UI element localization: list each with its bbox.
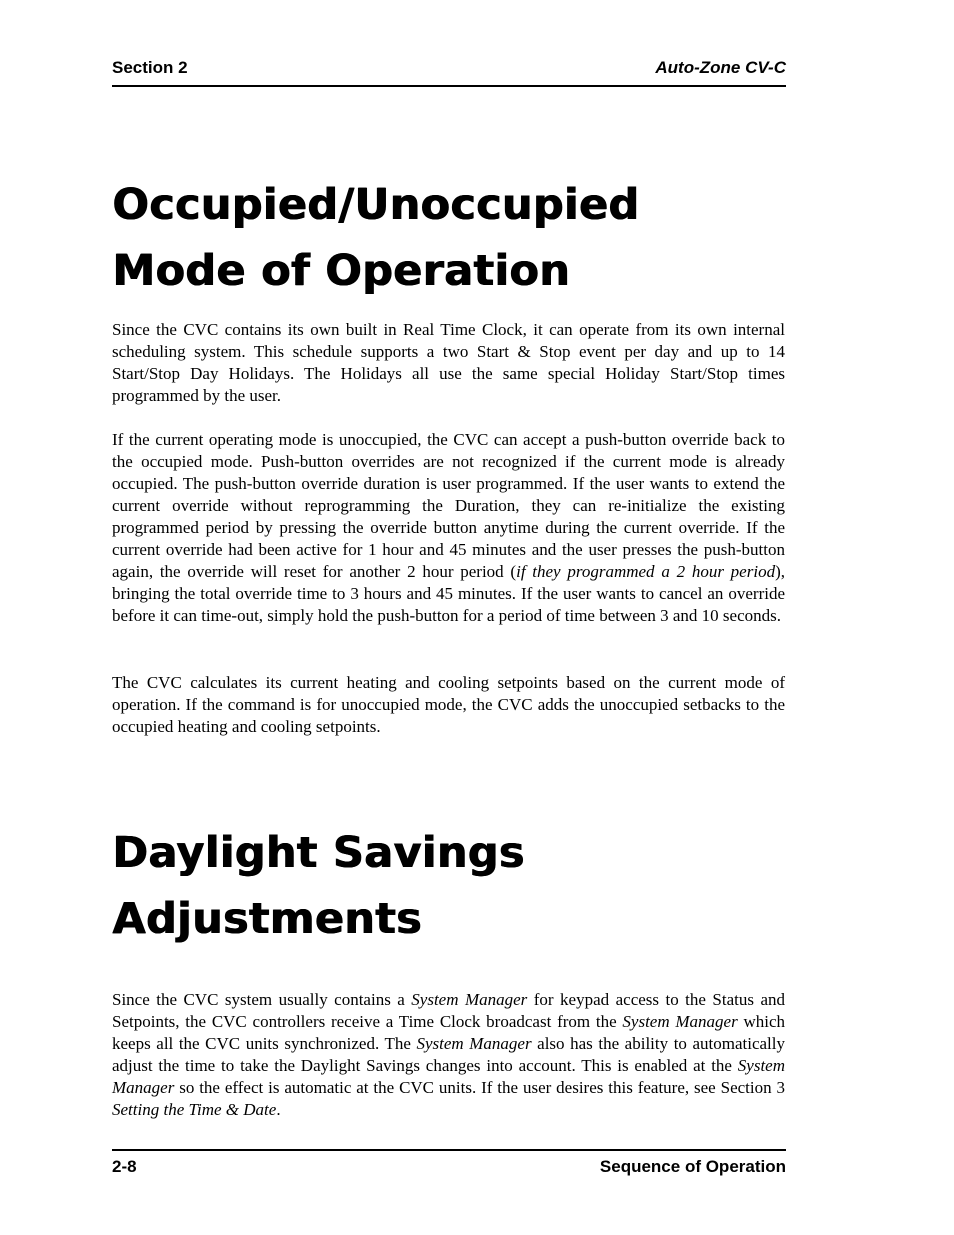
- text-run: Since the CVC system usually contains a: [112, 990, 412, 1009]
- heading-daylight-savings: [112, 820, 812, 952]
- italic-run: System Manager: [112, 1056, 785, 1097]
- page-number: 2-8: [112, 1157, 137, 1176]
- override-text-italic: if they programmed a 2 hour period: [516, 562, 776, 581]
- paragraph-rtc: Since the CVC contains its own built in Real Time Clock, it can operate from its own internal scheduling system. This schedule supports a two Start & Stop event per day and up to 14 Start/Stop Day Holidays. The Holidays all use the same special Holiday Start/Stop times programmed by the user.: [112, 320, 785, 405]
- paragraph-override: [112, 429, 785, 627]
- override-text-b: ), bringing the total override time to 3 hours and 45 minutes. If the user wants to cancel an override before it can time-out, simply hold the push-button for a period of time between 3 and 10 seconds.: [112, 562, 785, 625]
- italic-run: System Manager: [622, 1012, 738, 1031]
- text-run: for keypad access to the Status and Setpoints, the CVC controllers receive a Time Clock broadcast from the: [112, 990, 785, 1031]
- chapter-title: Sequence of Operation: [599, 1157, 786, 1176]
- section-label: Section 2: [112, 58, 188, 77]
- page-footer: [112, 1149, 786, 1181]
- text-run: also has the ability to automatically adjust the time to take the Daylight Savings changes into account. This is enabled at the: [112, 1034, 786, 1075]
- text-run: which keeps all the CVC units synchronized. The: [112, 1012, 786, 1053]
- paragraph-setpoints: The CVC calculates its current heating and cooling setpoints based on the current mode of operation. If the command is for unoccupied mode, the CVC adds the unoccupied setbacks to the occupied heating and cooling setpoints.: [112, 673, 785, 736]
- heading-line-1: Occupied/Unoccupied: [112, 180, 640, 230]
- italic-run: Setting the Time & Date: [112, 1100, 277, 1119]
- paragraph-daylight: [112, 989, 785, 1121]
- text-run: so the effect is automatic at the CVC units. If the user desires this feature, see Section 3: [174, 1078, 785, 1097]
- override-text-a: If the current operating mode is unoccupied, the CVC can accept a push-button override back to the occupied mode. Push-button overrides are not recognized if the current mode is already occupied. The push-button override duration is user programmed. If the user wants to extend the current override without reprogramming the Duration, they can re-initialize the existing programmed period by pressing the override button anytime during the current override. If the current override had been active for 1 hour and 45 minutes and the user presses the push-button again, the override will reset for another 2 hour period (: [112, 430, 785, 581]
- heading-line-1: Daylight Savings: [112, 828, 525, 878]
- italic-run: System Manager: [416, 1034, 532, 1053]
- product-name: Auto-Zone CV-C: [655, 58, 786, 77]
- italic-run: System Manager: [411, 990, 528, 1009]
- heading-line-2: Mode of Operation: [112, 246, 570, 296]
- heading-line-2: Adjustments: [112, 894, 422, 944]
- heading-occupied-mode: [112, 172, 812, 304]
- page-header: [112, 58, 786, 87]
- text-run: .: [276, 1100, 281, 1119]
